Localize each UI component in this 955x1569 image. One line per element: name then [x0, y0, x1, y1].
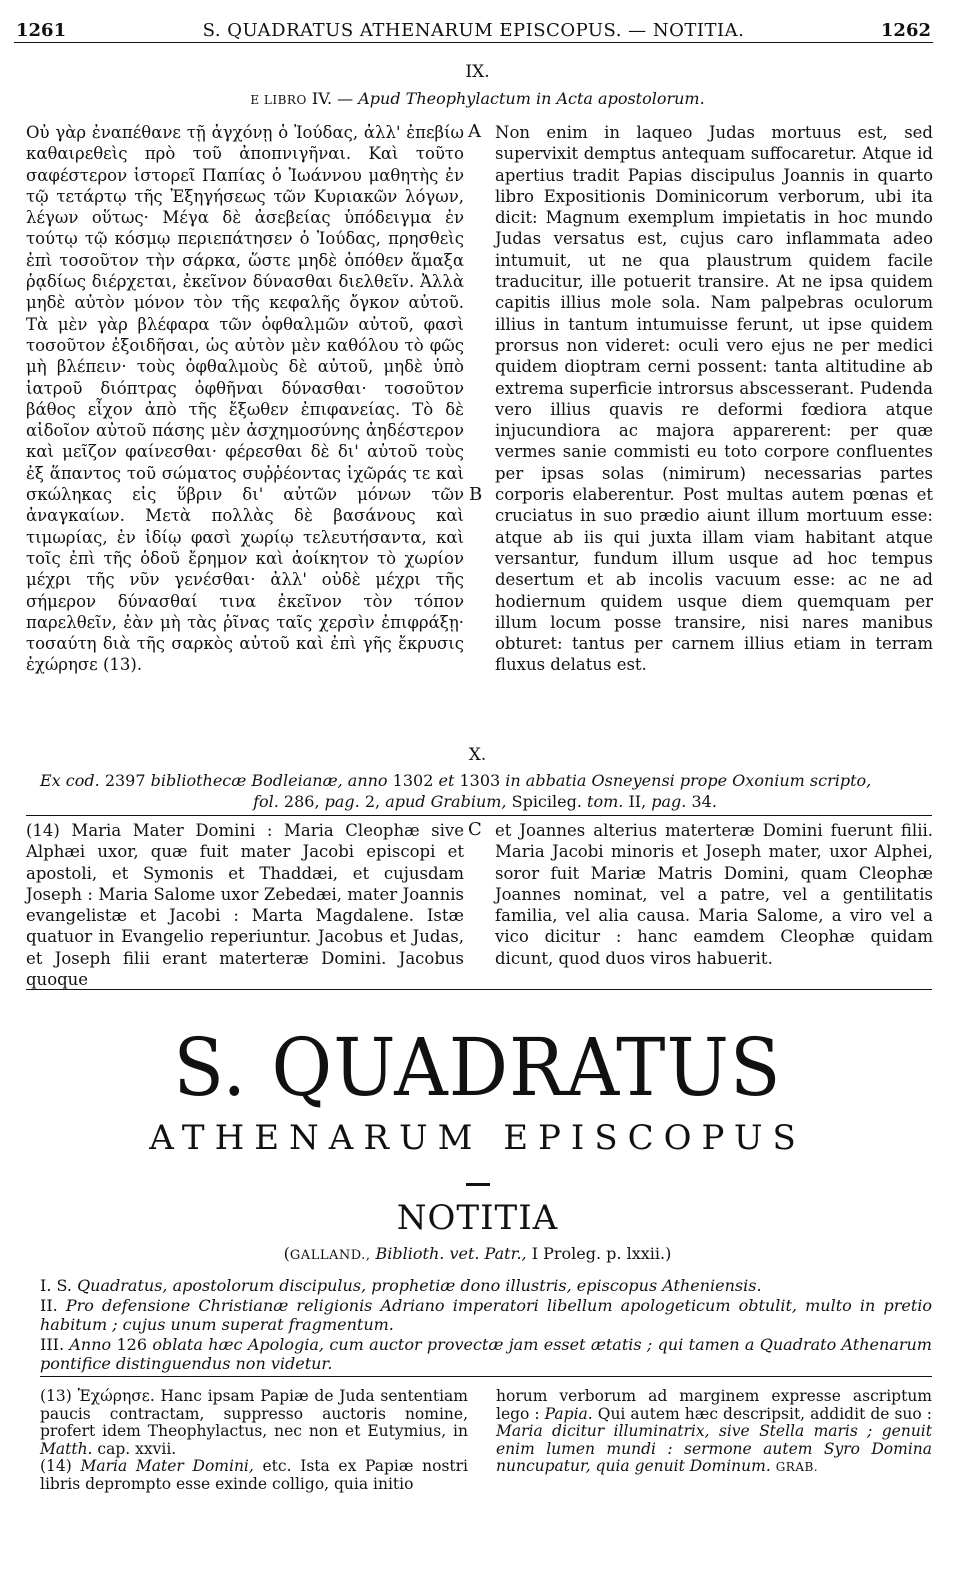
margin-marker-b: B: [469, 484, 483, 505]
notitia-heading: NOTITIA: [396, 1198, 559, 1238]
margin-marker-a: A: [468, 121, 481, 142]
footnote-lead: (14): [40, 1457, 72, 1475]
item-year: 126: [116, 1334, 148, 1354]
footnote-italic: Matth.: [40, 1439, 93, 1458]
running-head: [14, 14, 933, 43]
item-number: II.: [40, 1295, 58, 1315]
item-text: Anno: [69, 1334, 112, 1354]
cod-part: in abbatia Osneyensi prope Oxonium scripto,: [505, 771, 872, 790]
item-text: Quadratus, apostolorum discipulus, prophetiæ dono illustris, episcopus Atheniensis.: [77, 1276, 762, 1295]
cod-part: 1303: [459, 771, 501, 790]
running-title: S. QUADRATUS ATHENARUM EPISCOPUS. — NOTITIA.: [202, 20, 745, 41]
cod-part: 286,: [283, 792, 320, 811]
cod-part: 1302: [392, 771, 434, 790]
greek-column: [26, 122, 464, 676]
latin-text: Non enim in laqueo Judas mortuus est, sed supervixit demptus antequam suffocaretur. Atque id apertius tradit Papias discipulus Joannis in quarto libro Expositionis Dominicorum verborum, ubi ita dicit: Magnum exemplum impietatis in hoc mundo Judas versatus est, cujus caro inflammata adeo intumuit, ut ne qua plaustrum quidem facile traducitur, ille potuerit transire. At ne ipsa quidem capitis illius mole sola. Nam palpebras oculorum illius in tantum intumuisse ferunt, ut ipse quidem prorsus non videret: oculi vero ejus ne per medici quidem dioptram cerni possent: tanta altitudine ab extrema superficie introrsus abscesserant. Pudenda vero illius quavis re deformi fœdiora atque injucundiora ac majora apparerent: per quæ vermes sanie commisti eu toto corpore confluentes per ipsas solas (nimirum) necessarias partes corporis elaberentur. Post multas autem pœnas et cruciatus in suo prædio aiunt illum mortuum esse: atque ab iis qui juxta illam viam habitant atque versantur, fundum illum usque ad hoc tempus desertum et ab incolis vacuum esse: ac ne ad hodiernum quidem usque diem quemquam per illum locum posse transire, nisi nares manibus obturet: tantus per carnem illius etiam in terram fluxus delatus est.: [495, 123, 933, 675]
footnote-text: Hanc ipsam Papiæ de Juda sententiam paucis contractam, suppresso auctoris nomine, profert idem Theophylactus, nec non et Eutymius, in: [40, 1387, 468, 1440]
sub-italic: Apud Theophylactum in Acta apostolorum.: [358, 89, 705, 108]
notitia-item: [40, 1276, 932, 1296]
footnote-text: etc. Ista ex Papiæ nostri libris deprompto esse exinde colligo, quia initio: [40, 1457, 468, 1493]
galland-italic: Biblioth. vet. Patr.,: [375, 1244, 527, 1263]
item-number: III.: [40, 1334, 65, 1354]
section-x-left-text: (14) Maria Mater Domini : Maria Cleophæ sive Alphæi uxor, quæ fuit mater Jacobi episcopi et apostoli, et Symonis et Thaddæi, et cujusdam Joseph : Maria Salome uxor Zebedæi, mater Joannis evangelistæ et Jacobi : Marta Magdalene. Istæ quatuor in Evangelio reperiuntur. Jacobus et Judas, et Joseph filii erant materteræ Domini. Jacobus quoque: [26, 821, 464, 990]
divider-bottom-x: [26, 989, 932, 990]
sub-dash: —: [337, 89, 354, 108]
galland-open: (: [283, 1244, 290, 1263]
cod-part: tom.: [587, 792, 624, 811]
sub-num: IV.: [311, 89, 333, 108]
footnote-italic: Papia.: [544, 1404, 593, 1423]
footnote-italic: Maria Mater Domini,: [80, 1457, 254, 1475]
cod-part: et: [438, 771, 455, 790]
cod-part: anno: [347, 771, 388, 790]
sub-prefix: E LIBRO: [250, 93, 307, 107]
title-dash: [466, 1183, 490, 1186]
cod-part: bibliothecæ Bodleianæ,: [150, 771, 343, 790]
notitia-items: [40, 1276, 932, 1374]
section-number-ix: IX.: [465, 62, 490, 82]
notitia-item: [40, 1335, 932, 1374]
footnotes-right: [496, 1388, 932, 1477]
cod-part: II,: [628, 792, 647, 811]
cod-part: 34.: [691, 792, 717, 811]
galland-reference: [0, 1244, 955, 1263]
footnote-divider: [40, 1376, 932, 1377]
footnote-text: horum verborum ad marginem expresse ascriptum lego :: [496, 1387, 932, 1423]
margin-marker-c: C: [468, 819, 482, 840]
cod-line-2: [40, 791, 930, 812]
item-text: oblata hæc Apologia, cum auctor provectæ jam esset ætatis ; qui tamen a Quadrato Athenarum pontifice distinguendus non videtur.: [40, 1334, 932, 1373]
greek-text: Οὐ γὰρ ἐναπέθανε τῇ ἀγχόνῃ ὁ Ἰούδας, ἀλλ' ἐπεβίω καθαιρεθεὶς πρὸ τοῦ ἀποπνιγῆναι. Καὶ τοῦτο σαφέστερον ἱστορεῖ Παπίας ὁ Ἰωάννου μαθητὴς ἐν τῷ τετάρτῳ τῆς Ἐξηγήσεως τῶν Κυριακῶν λόγων, λέγων οὕτως· Μέγα δὲ ἀσεβείας ὑπόδειγμα ἐν τούτῳ τῷ κόσμῳ περιεπάτησεν ὁ Ἰούδας, πρησθεὶς ἐπὶ τοσοῦτον τὴν σάρκα, ὥστε μηδὲ ὁπόθεν ἅμαξα ῥᾳδίως διέρχεται, ἐκεῖνον δύνασθαι διελθεῖν. Ἀλλὰ μηδὲ αὐτὸν μόνον τὸν τῆς κεφαλῆς ὄγκον αὐτοῦ. Τὰ μὲν γὰρ βλέφαρα τῶν ὀφθαλμῶν αὐτοῦ, φασὶ τοσοῦτον ἐξοιδῆσαι, ὡς αὐτὸν μὲν καθόλου τὸ φῶς μὴ βλέπειν· τοὺς ὀφθαλμοὺς δὲ αὐτοῦ, μηδὲ ὑπὸ ἰατροῦ διόπτρας ὀφθῆναι δύνασθαι· τοσοῦτον βάθος εἶχον ἀπὸ τῆς ἔξωθεν ἐπιφανείας. Τὸ δὲ αἰδοῖον αὐτοῦ πάσης μὲν ἀσχημοσύνης ἀηδέστερον καὶ μεῖζον φαίνεσθαι· φέρεσθαι δὲ δι' αὐτοῦ τοὺς ἐξ ἅπαντος τοῦ σώματος συῤῥέοντας ἰχῶράς τε καὶ σκώληκας εἰς ὕβριν δι' αὐτῶν μόνων τῶν ἀναγκαίων. Μετὰ πολλὰς δὲ βασάνους καὶ τιμωρίας, ἐν ἰδίῳ φασὶ χωρίῳ τελευτήσαντα, καὶ τοῖς ἐπὶ τῆς ὁδοῦ ἔρημον καὶ ἀοίκητον τὸ χωρίον μέχρι τῆς νῦν γενέσθαι· ἀλλ' οὐδὲ μέχρι τῆς σήμερον δύνασθαί τινα ἐκεῖνον τὸν τόπον παρελθεῖν, ἐὰν μὴ τὰς ῥῖνας ταῖς χερσὶν ἐπιφράξῃ· τοσαύτη διὰ τῆς σαρκὸς αὐτοῦ καὶ ἐπὶ γῆς ἔκρυσις ἐχώρησε (13).: [26, 123, 464, 675]
footnote-tail: cap. xxvii.: [97, 1439, 177, 1458]
cod-part: pag.: [651, 792, 687, 811]
main-subtitle: ATHENARUM EPISCOPUS: [149, 1118, 806, 1158]
item-number: I. S.: [40, 1276, 72, 1295]
section-number-x: X.: [468, 745, 487, 765]
cod-part: 2397: [104, 771, 146, 790]
item-text: Pro defensione Christianæ religionis Adriano imperatori libellum apologeticum obtulit, multo in pretio habitum ; cujus unum superat fragmentum.: [40, 1295, 932, 1334]
galland-name: GALLAND.,: [289, 1248, 371, 1263]
cod-part: Spicileg.: [511, 792, 582, 811]
galland-rest: I Proleg. p. lxxii.): [531, 1244, 672, 1263]
page-number-left: 1261: [16, 20, 67, 41]
cod-part: fol.: [253, 792, 279, 811]
section-x-right-text: et Joannes alterius materteræ Domini fuerunt filii. Maria Jacobi minoris et Joseph mater, uxor Alphei, soror fuit Mariæ Matris Domini, quam Cleophæ Joannes nominat, vel a patre, vel a gentilitatis familia, vel alia causa. Maria Salome, a viro vel a vico dicitur : hanc eamdem Cleophæ quidam dicunt, quod duos viros habuerit.: [495, 821, 933, 968]
footnote-14: [40, 1458, 468, 1493]
page-number-right: 1262: [880, 20, 931, 41]
main-title: S. QUADRATUS: [173, 1021, 782, 1115]
cod-part: pag.: [324, 792, 360, 811]
notitia-item: [40, 1296, 932, 1335]
footnote-14-continued: [496, 1388, 932, 1477]
section-ix-subtitle: [0, 89, 955, 108]
cod-part: apud Grabium,: [385, 792, 507, 811]
codex-source: [40, 770, 930, 812]
footnote-italic: Maria dicitur illuminatrix, sive Stella maris ; genuit enim lumen mundi : sermone autem Syro Domina nuncupatur, quia genuit Dominum.: [496, 1422, 932, 1475]
latin-column: [495, 122, 933, 676]
divider-top-x: [26, 815, 932, 816]
footnote-text: Qui autem hæc descripsit, addidit de suo :: [597, 1404, 932, 1423]
cod-part: Ex cod.: [40, 771, 100, 790]
footnote-13: [40, 1388, 468, 1458]
footnote-signature: GRAB.: [775, 1460, 819, 1474]
footnote-lead: (13) Ἐχώρησε.: [40, 1387, 155, 1405]
footnotes-left: [40, 1388, 468, 1493]
cod-part: 2,: [364, 792, 381, 811]
